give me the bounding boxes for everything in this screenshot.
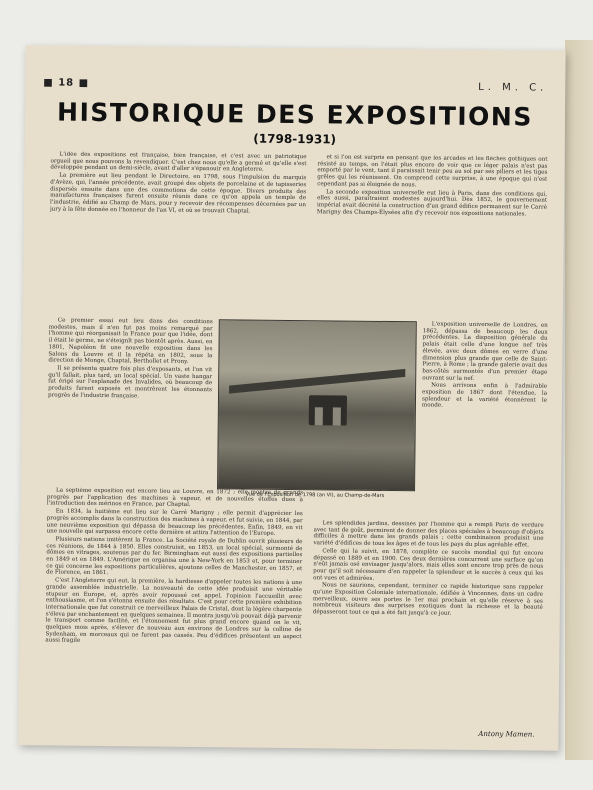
paragraph: Celle qui la suivit, en 1878, complète ce succès mondial qui fut encore dépassé en 1889 et en 1900. Ces deux dernières concurrent une surface qu'on n'eût jamais osé envisager jusqu'alors, mais elles sont encore trop près de nous pour qu'il soit nécessaire d'en rappeler la splendeur et le succès à ceux qui les ont vues et admirées. (313, 548, 544, 582)
document-page (18, 45, 565, 751)
column-left-bottom (44, 487, 303, 735)
temple-arch-shape (309, 395, 347, 425)
page-folio: ■ 18 ■ (43, 77, 90, 89)
paragraph: C'est l'Angleterre qui eut, la première, la hardiesse d'appeler toutes les nations à une grande assemblée industrielle. La nouveauté de cette idée produisit une véritable stupeur en Europe, et, après avoir repoussé cet appel, l'opinion l'accueillit avec enthousiasme, et l'on s'étonna ensuite des résultats. C'est pour cette première exhibition internationale que fut construit ce merveilleux Palais de Cristal, dont la légère charpente s'éleva par enchantement en quelques semaines. Il montra jusqu'où pouvait déjà parvenir le transport comme facilité, et l'étonnement fut plus grand encore quand on le vit, quelques mois après, s'élever de nouveau aux environs de Londres sur la colline de Sydenham, en morceaux qui ne furent pas cassés. Peu d'édifices présentent un aspect aussi fragile (45, 577, 303, 645)
paragraph: et si l'on est surpris en pensant que les arcades et les flèches gothiques ont résisté au temps, on l'était plus encore de voir que ce léger palais n'est pas emporté par le vent, tant il paraissait tenir peu au sol par ses piliers et les tiges grêles qui les réunissent. On comprend cette surprise, à une époque qui n'est cependant pas si éloignée de nous. (317, 154, 548, 189)
page-header (43, 77, 547, 94)
journal-initials: L. M. C. (478, 81, 548, 94)
paragraph: L'exposition universelle de Londres, en 1862, dépassa de beaucoup les deux précédentes. La disposition générale du palais était celle d'une longue nef très élevée, avec deux dômes en verre d'une dimension plus grande que celle de Saint-Pierre, à Rome ; la grande galerie avait des bas-côtés surmontés d'un premier étage ouvrant sur la nef. (422, 321, 548, 382)
paragraph: Ce premier essai eut lieu dans des conditions modestes, mais il n'en fut pas moins remarqué par l'homme qui réorganisait la France pour que l'idée, dont il était le germe, ne s'éteignît pas bientôt après. Aussi, en 1801, Napoléon fit une nouvelle exposition dans les Salons du Louvre et il la répéta en 1802, sous la direction de Monge, Chaptal, Berthollet et Prony. (48, 317, 213, 366)
paragraph: La première eut lieu pendant le Directoire, en 1798, sous l'impulsion du marquis d'Avèze, qui, l'année précédente, avait groupé des objets de porcelaine et de tapisseries dispersés ensuite dans une des commotions de cette époque. Divers produits des manufactures françaises furent ensuite réunis dans ce qu'on appela un temple de l'industrie, édifié au Champ de Mars, pour y recevoir des récompenses décernées par un jury à la fête donnée en l'honneur de l'an VI, et où se trouvait Chaptal. (49, 172, 307, 215)
column-right-top (316, 154, 548, 322)
article-title: HISTORIQUE DES EXPOSITIONS (56, 97, 533, 132)
paragraph: La septième exposition eut encore lieu au Louvre, en 1872 ; elle montra de grands progrès par l'application des machines à vapeur, et de nouvelles étoffes dues à l'introduction des mérinos en France, par Chaptal. (46, 487, 304, 509)
column-right-middle (421, 321, 548, 522)
paragraph: L'idée des expositions est française, bien française, et c'est avec un patriotique orgueil que nous pouvons la revendiquer. C'est chez nous qu'elle a germé et qu'elle s'est développée pendant un demi-siècle, avant d'aller s'épanouir en Angleterre. (50, 151, 307, 174)
column-right-bottom (312, 520, 544, 722)
paragraph: La seconde exposition universelle eut lieu à Paris, dans des conditions qui, elles aussi, paraîtraient modestes aujourd'hui. Dès 1852, le gouvernement impérial avait décrété la construction d'un grand édifice permanent sur le Carré Marigny des Champs-Élysées afin d'y recevoir nos expositions nationales. (316, 188, 548, 218)
figure-caption: Vue de l'Exposition de 1798 (an VI), au Champ-de-Mars (245, 491, 385, 499)
column-left-middle (47, 317, 213, 489)
building-roof-shape (229, 369, 405, 394)
paragraph: Les splendides jardins, dessinés par l'homme qui a rempli Paris de verdure avec tant de goût, permirent de donner des places spéciales à beaucoup d'objets difficiles à mettre dans les grands palais ; cette combinaison produisit une variété d'édifices de tous les âges et de tous les pays du plus agréable effet. (313, 520, 544, 549)
paragraph: Nous arrivons enfin à l'admirable exposition de 1867 dont l'étendue, la splendeur et la variété étonnèrent le monde. (421, 382, 548, 410)
paragraph: Plusieurs nations imitèrent la France. La Société royale de Dublin ouvrit plusieurs de ces réunions, de 1844 à 1850. Elles construisit, en 1853, un local spécial, surmonté de dômes en vitrages, soutenus par du fer. Birmingham eut aussi des expositions partielles en 1849 et en 1849. L'Amérique en organisa une à New-York en 1853 et, pour terminer ce qui concerne les expositions particulières, ajoutons celles de Manchester, en 1857, et de Florence, en 1861. (46, 536, 303, 577)
exposition-engraving-image (217, 319, 417, 491)
paragraph: Il se présenta quatre fois plus d'exposants, et l'on vit qu'il fallait, plus tard, un local spécial. Un vaste hangar fut érigé sur l'esplanade des Invalides, où beaucoup de produits furent exposés et montrèrent les étonnants progrès de l'industrie française. (47, 365, 213, 400)
paragraph: Nous ne saurions, cependant, terminer ce rapide historique sans rappeler qu'une Exposition Coloniale internationale, édifiée à Vincennes, dans un cadre merveilleux, ouvre ses portes le 1er mai prochain et qu'elle réserve à ses nombreux visiteurs des surprises exotiques dont la richesse et la beauté dépasseront tout ce qui a été fait jusqu'à ce jour. (312, 582, 544, 617)
article-dates: (1798-1931) (253, 131, 337, 147)
paragraph: En 1834, la huitième eut lieu sur le Carré Marigny ; elle permit d'apprécier les progrès accomplis dans la construction des machines à vapeur, et fut suivie, en 1844, par une neuvième exposition qui dépassa de beaucoup les précédentes. Enfin, 1849, en vit une nouvelle qui surpassa encore cette dernière et attira l'attention de l'Europe. (46, 508, 303, 538)
author-signature: Antony Mamen. (478, 729, 535, 739)
adjacent-page-edge (565, 40, 593, 760)
column-left-top (49, 151, 307, 320)
